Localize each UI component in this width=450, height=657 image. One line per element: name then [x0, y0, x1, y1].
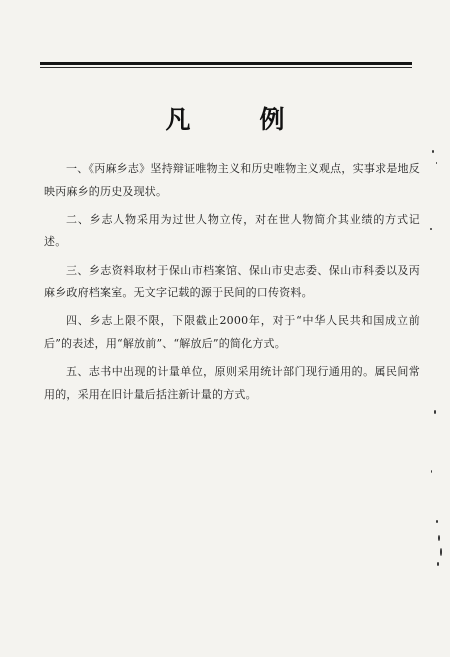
header-rule-thin — [40, 67, 412, 68]
scan-speck — [436, 162, 437, 164]
guideline-item-2: 二、乡志人物采用为过世人物立传，对在世人物简介其业绩的方式记述。 — [44, 212, 420, 249]
guideline-item-3: 三、乡志资料取材于保山市档案馆、保山市史志委、保山市科委以及丙麻乡政府档案室。无文字记载的源于民间的口传资料。 — [44, 263, 420, 300]
guideline-item-1: 一、《丙麻乡志》坚持辩证唯物主义和历史唯物主义观点，实事求是地反映丙麻乡的历史及现状。 — [44, 162, 420, 198]
scan-speck — [434, 410, 436, 414]
scan-speck — [438, 535, 440, 541]
scan-speck — [440, 548, 442, 556]
scan-speck — [436, 520, 438, 523]
page-title: 凡 例 — [165, 105, 307, 134]
scan-speck — [437, 562, 439, 566]
scan-edge-marks — [422, 0, 450, 657]
guideline-item-4: 四、乡志上限不限，下限截止2000年，对于“中华人民共和国成立前后”的表述，用“解放前”、“解放后”的简化方式。 — [44, 314, 420, 350]
guidelines-body — [44, 158, 420, 412]
scan-speck — [432, 150, 434, 153]
scan-speck — [431, 470, 432, 473]
header-rule-thick — [40, 62, 412, 65]
scan-speck — [430, 228, 432, 230]
guideline-item-5: 五、志书中出现的计量单位，原则采用统计部门现行通用的。属民间常用的，采用在旧计量后括注新计量的方式。 — [44, 365, 420, 401]
